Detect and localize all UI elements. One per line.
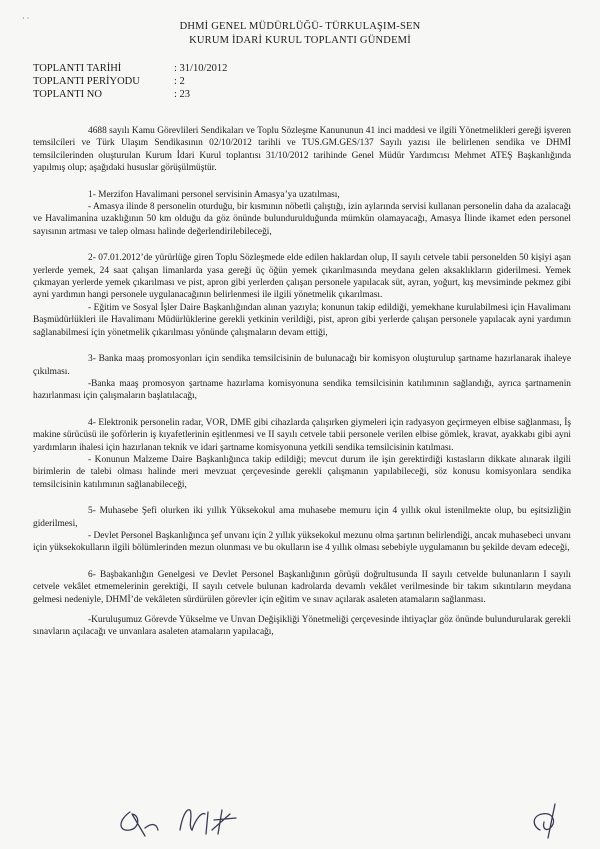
item-4-heading: 4- Elektronik personelin radar, VOR, DME gibi cihazlarda çalışırken giymeleri için radyasyon geçirmeyen elbise sağlanması, İş makine sürücüsü ile şoförlerin iş kıyafetlerinin eşitlenmesi ve II sayılı cetvele tabii personele verilen elbise gömlek, kravat, ayakkabı gibi ayni yardımların ihalesi için hazırlanan teknik ve idari şartname komisyonuna yetkili sendika temsilcisinin katılması. xyxy=(33,417,571,453)
corner-mark: · · xyxy=(22,14,30,23)
intro-paragraph: 4688 sayılı Kamu Görevlileri Sendikaları ve Toplu Sözleşme Kanununun 41 inci maddesi ve ilgili Yönetmelikleri gereği işveren temsilcileri ve Türk Ulaşım Sendikasının 02/10/2012 tarihli ve TUS.GM.GES/137 Sayılı yazısı ile belirlenen sendika ve DHMİ temsilcilerinden oluşturulan Kurum İdari Kurul toplantısı 31/10/2012 tarihinde Genel Müdür Yardımcısı Mehmet ATEŞ Başkanlığında yapılmış olup; aşağıdaki hususlar görüşülmüştür. xyxy=(33,126,571,174)
meeting-date-row xyxy=(33,62,227,75)
meeting-number-value: : 23 xyxy=(174,89,191,100)
item-1-heading: 1- Merzifon Havalimani personel servisinin Amasya’ya uzatılması, xyxy=(88,189,340,200)
item-3-answer: -Banka maaş promosyon şartname hazırlama komisyonuna sendika temsilcisinin katılımının sağlandığı, ayrıca şartnamenin hazırlanması için çalışmaların başlatılacağı, xyxy=(33,378,571,402)
document-header xyxy=(0,20,600,48)
item-5-answer: - Devlet Personel Başkanlığınca şef unvanı için 2 yıllık yüksekokul mezunu olma şartının belirlendiği, ancak muhasebeci unvanı için yüksekokulların ilgili bölümlerinden mezun olunması ve bu okulların ise 4 yıllık olması sebebiyle uygulamanın bu şekilde devam edeceği, xyxy=(33,530,571,554)
signature-3 xyxy=(534,804,555,838)
meeting-period-row xyxy=(33,75,227,88)
signature-1 xyxy=(121,812,158,836)
meeting-number-label: TOPLANTI NO xyxy=(33,89,102,100)
meeting-date-label: TOPLANTI TARİHİ xyxy=(33,63,122,74)
item-5-heading: 5- Muhasebe Şefi olurken iki yıllık Yüksekokul ama muhasebe memuru için 4 yıllık okul istenilmekte olup, bu eşitsizliğin giderilmesi, xyxy=(33,506,571,529)
item-3-heading: 3- Banka maaş promosyonları için sendika temsilcisinin de bulunacağı bir komisyon oluşturulup şartname hazırlanarak ihaleye çıkılması. xyxy=(33,354,571,377)
item-2-answer: - Eğitim ve Sosyal İşler Daire Başkanlığından alınan yazıyla; konunun takip edildiği, yemekhane kurulabilmesi için Havalimanı Başmüdürlükleri ile Havalimanı Müdürlüklerine gerekli yetkinin verildiği, pist, apron gibi yerlerde çalışan personele yapılacak ayni yardımın sağlanabilmesi için yönetmelik çıkarılması yönünde çalışmaların devam ettiği, xyxy=(33,302,571,338)
meeting-period-value: : 2 xyxy=(174,76,185,87)
header-line-2: KURUM İDARİ KURUL TOPLANTI GÜNDEMİ xyxy=(189,35,411,46)
signatures xyxy=(0,800,600,845)
meeting-date-value: : 31/10/2012 xyxy=(174,63,228,74)
item-4-answer: - Konunun Malzeme Daire Başkanlığınca takip edildiği; mevcut durum ile işin gerektirdiği kıstasların dikkate alınarak ilgili birimlerin de talebi olması halinde meri mevzuat çerçevesinde gerekli çalışmanın yapılabileceği, söz konusu komisyonlara sendika temsilcisinin katılımının sağlanabileceği, xyxy=(33,454,571,490)
item-6-heading: 6- Başbakanlığın Genelgesi ve Devlet Personel Başkanlığının görüşü doğrultusunda II sayılı cetvelde bulunanların I sayılı cetvele vekâlet etmemelerinin gerektiği, II sayılı cetvele bulunan kadrolarda devamlı vekâlet verilmesinde bir takım sıkıntıların meydana gelmesi nedeniyle, DHMİ’de vekâleten sürdürülen görevler için eğitim ve sınav açılarak asaleten atamaların sağlanması. xyxy=(33,569,571,605)
item-1-answer: - Amasya ilinde 8 personelin oturduğu, bir kısmının nöbetli çalıştığı, izin aylarında servisi kullanan personelin daha da azalacağı ve Havalimani̇na uzaklığının 50 km olduğu da göz önünde bulundurulduğunda mümkün olamayacağı, Amasya İlinde ikamet eden personel sayısının artması ve talep olması halinde değerlendirilebileceği, xyxy=(33,202,571,237)
document-body xyxy=(33,125,571,639)
meeting-period-label: TOPLANTI PERİYODU xyxy=(33,76,140,87)
signature-2 xyxy=(180,810,236,834)
item-2-heading: 2- 07.01.2012’de yürürlüğe giren Toplu Sözleşmede elde edilen haklardan olup, II sayılı cetvele tabii personelden 50 kişiyi aşan yerlerde yemek, 24 saat çalışan limanlarda yasa gereği üç öğün yemek çıkarılmasında meydana gelen aksaklıkların giderilmesi. Yemek çıkmayan yerlerde yemek çıkarılması ve pist, apron gibi yerlerden çalışan personele yapılacak süt, ayran, yoğurt, kış mevsiminde pekmez gibi ayni yardımın hangi personele uygulanacağının belirlenmesi ile ilgili yönetmelik çıkarılması. xyxy=(33,253,571,301)
meeting-info xyxy=(33,62,227,101)
meeting-number-row xyxy=(33,88,227,101)
header-line-1: DHMİ GENEL MÜDÜRLÜĞÜ- TÜRKULAŞIM-SEN xyxy=(179,21,421,32)
item-6-answer: -Kuruluşumuz Görevde Yükselme ve Unvan Değişikliği Yönetmeliği çerçevesinde ihtiyaçlar göz önünde bulundurularak gerekli sınavların açılacağı ve unvanlara asaleten atamaların yapılacağı, xyxy=(33,615,571,638)
